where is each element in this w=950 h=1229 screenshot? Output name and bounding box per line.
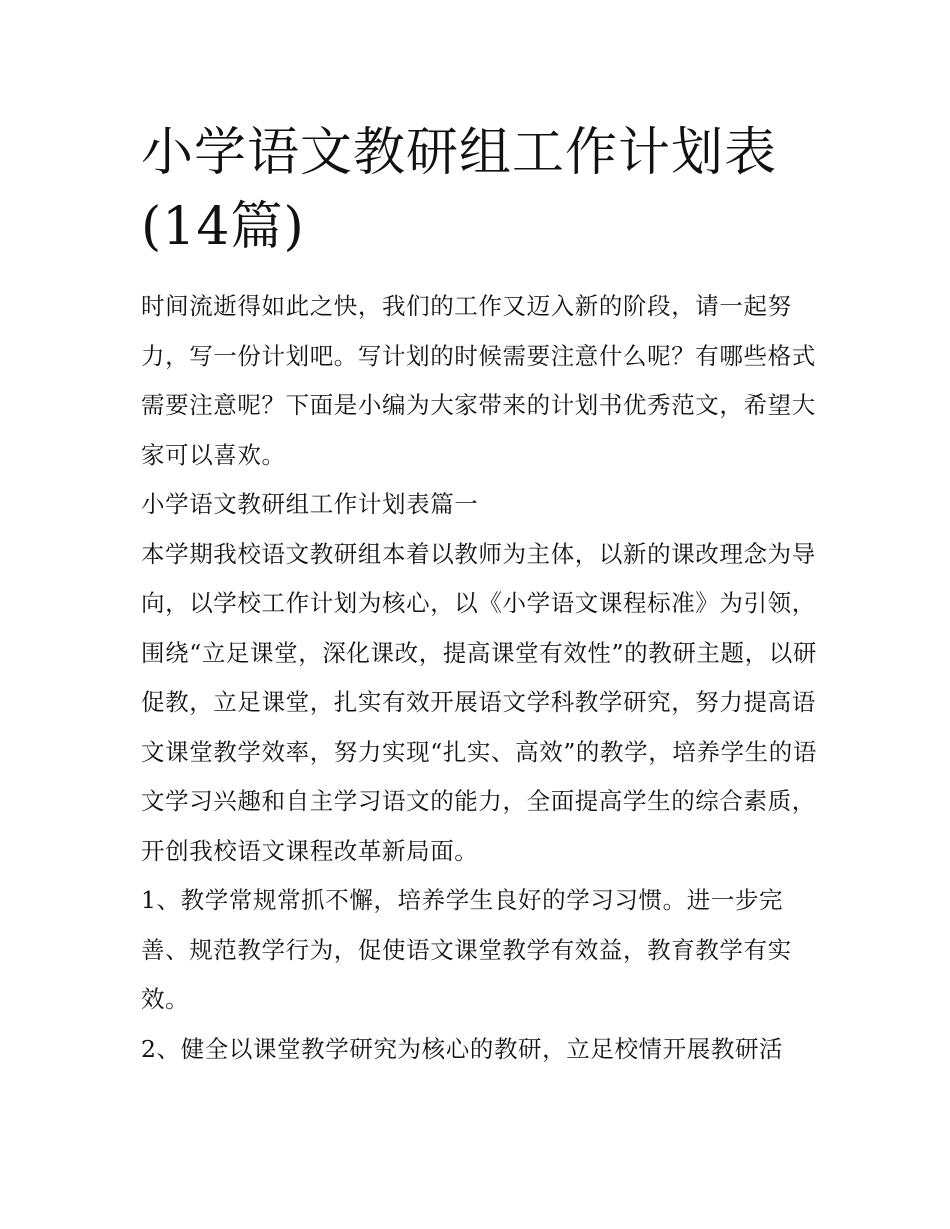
intro-paragraph: 时间流逝得如此之快，我们的工作又迈入新的阶段，请一起努力，写一份计划吧。写计划的时候需要注意什么呢？有哪些格式需要注意呢？下面是小编为大家带来的计划书优秀范文，希望大家可以喜欢。	[141, 292, 816, 469]
list-item-2: 2、健全以课堂教学研究为核心的教研，立足校情开展教研活	[141, 1034, 784, 1063]
document-body	[141, 282, 817, 1074]
section-paragraph: 本学期我校语文教研组本着以教师为主体，以新的课改理念为导向，以学校工作计划为核心，以《小学语文课程标准》为引领，围绕“立足课堂，深化课改，提高课堂有效性”的教研主题，以研促教，立足课堂，扎实有效开展语文学科教学研究，努力提高语文课堂教学效率，努力实现“扎实、高效”的教学，培养学生的语文学习兴趣和自主学习语文的能力，全面提高学生的综合素质，开创我校语文课程改革新局面。	[141, 539, 817, 865]
document-title: 小学语文教研组工作计划表(14篇)	[141, 123, 778, 257]
section-heading: 小学语文教研组工作计划表篇一	[141, 490, 479, 518]
list-item-1: 1、教学常规常抓不懈，培养学生良好的学习习惯。进一步完善、规范教学行为，促使语文课堂教学有效益，教育教学有实效。	[141, 886, 792, 1013]
